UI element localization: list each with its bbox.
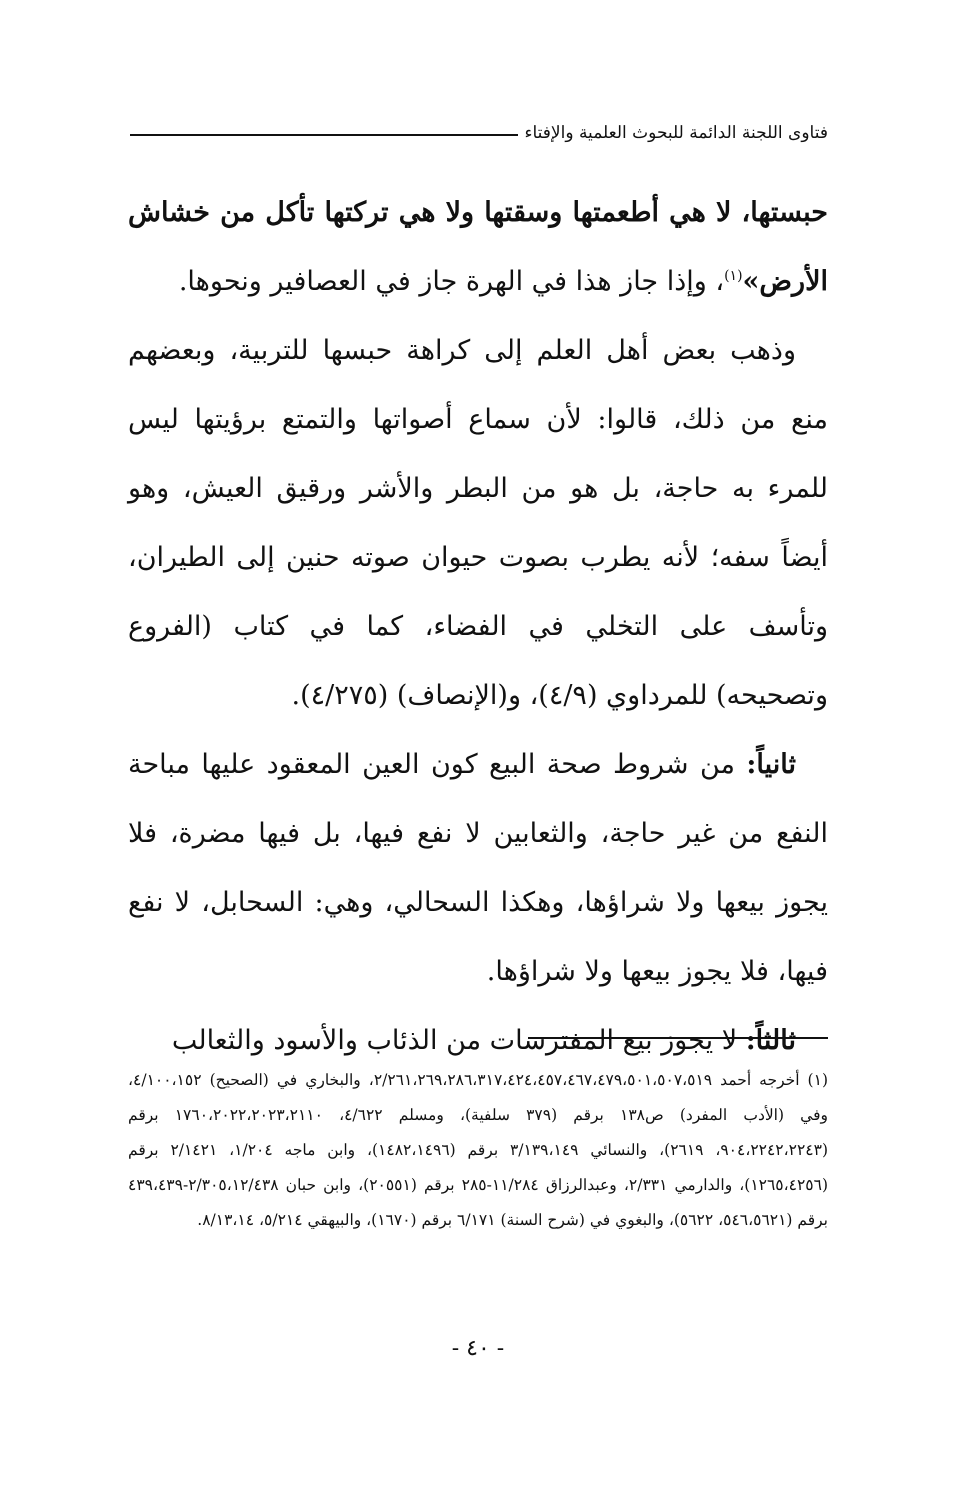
footnote: (١) أخرجه أحمد ٢/٢٦١،٢٦٩،٢٨٦،٣١٧،٤٢٤،٤٥٧،٤٦٧،٤٧٩،٥٠١،٥٠٧،٥١٩، والبخاري في (الصحيح) ٤/١٠٠،١٥٢، وفي (الأدب المفرد) ص١٣٨ برقم (٣٧٩ سلفية)، ومسلم ٤/٦٢٢، ١٧٦٠،٢٠٢٢،٢٠٢٣،٢١١٠ برقم (٩٠٤،٢٢٤٢،٢٢٤٣، ٢٦١٩)، والنسائي ٣/١٣٩،١٤٩ برقم (١٤٨٢،١٤٩٦)، وابن ماجه ١/٢٠٤، ٢/١٤٢١ برقم (١٢٦٥،٤٢٥٦)، والدارمي ٢/٣٣١، وعبدالرزاق ١١/٢٨٤-٢٨٥ برقم (٢٠٥٥١)، وابن حبان ٢/٣٠٥،١٢/٤٣٨-٤٣٩،٤٣٩ برقم (٥٤٦،٥٦٢١، ٥٦٢٢)، والبغوي في (شرح السنة) ٦/١٧١ برقم (١٦٧٠)، والبيهقي ٥/٢١٤، ٨/١٣،١٤. <box>128 1071 828 1229</box>
header-rule <box>130 134 518 136</box>
point-three-label: ثالثاً: <box>745 1025 796 1056</box>
footnote-separator <box>528 1037 828 1039</box>
paragraph-1 <box>128 178 828 316</box>
point-three-text: لا يجوز بيع المفترسات من الذئاب والأسود والثعالب <box>171 1025 746 1056</box>
footnote-marker: (١) <box>724 268 743 284</box>
point-two-label: ثانياً: <box>746 749 796 780</box>
page-number: - ٤٠ - <box>451 1336 505 1361</box>
paragraph-3 <box>128 730 828 1006</box>
paragraph-1-rest: ، وإذا جاز هذا في الهرة جاز في العصافير ونحوها. <box>178 266 725 297</box>
paragraph-2: وذهب بعض أهل العلم إلى كراهة حبسها للتربية، وبعضهم منع من ذلك، قالوا: لأن سماع أصواتها والتمتع برؤيتها ليس للمرء به حاجة، بل هو من البطر والأشر ورقيق العيش، وهو أيضاً سفه؛ لأنه يطرب بصوت حيوان صوته حنين إلى الطيران، وتأسف على التخلي في الفضاء، كما في كتاب (الفروع وتصحيحه) للمرداوي (٤/٩)، و(الإنصاف) (٤/٢٧٥). <box>128 335 828 711</box>
running-header <box>130 118 828 148</box>
main-text <box>128 178 828 1075</box>
hadith-quote-ending: حبستها، لا هي أطعمتها وسقتها ولا هي تركتها تأكل من خشاش الأرض» <box>128 197 828 297</box>
point-two-text: من شروط صحة البيع كون العين المعقود عليها مباحة النفع من غير حاجة، والثعابين لا نفع فيها، بل فيها مضرة، فلا يجوز بيعها ولا شراؤها، وهكذا السحالي، وهي: السحابل، لا نفع فيها، فلا يجوز بيعها ولا شراؤها. <box>128 749 828 987</box>
header-title: فتاوى اللجنة الدائمة للبحوث العلمية والإفتاء <box>524 123 828 143</box>
